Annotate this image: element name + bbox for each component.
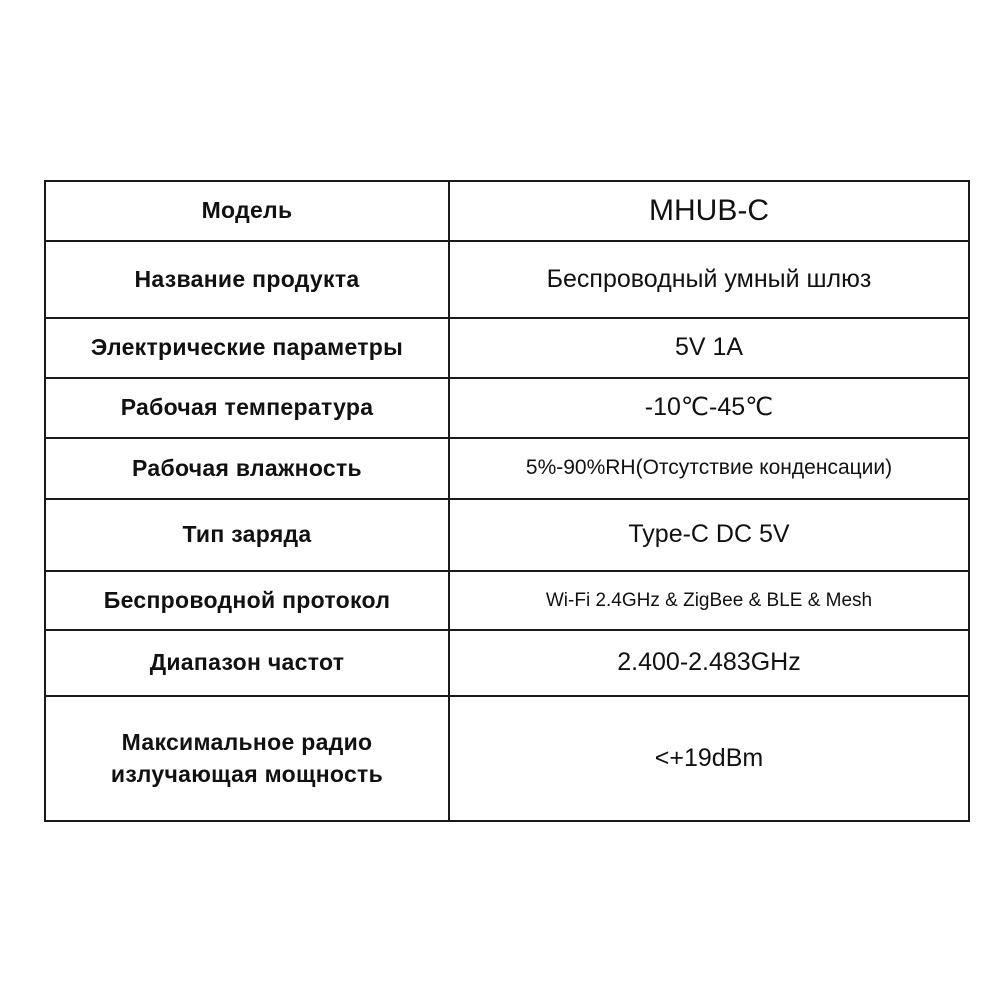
- row-label-product-name: Название продукта: [46, 242, 450, 319]
- row-value-product-name: Беспроводный умный шлюз: [450, 242, 968, 319]
- row-value-model: MHUB-C: [450, 182, 968, 242]
- row-value-frequency-range: 2.400-2.483GHz: [450, 631, 968, 697]
- row-label-electrical-params: Электрические параметры: [46, 319, 450, 379]
- row-label-max-radiated-power: Максимальное радио излучающая мощность: [46, 697, 450, 820]
- row-value-operating-humidity: 5%-90%RH(Отсутствие конденсации): [450, 439, 968, 500]
- row-label-model: Модель: [46, 182, 450, 242]
- row-value-electrical-params: 5V 1A: [450, 319, 968, 379]
- row-value-operating-temperature: -10℃-45℃: [450, 379, 968, 439]
- row-value-max-radiated-power: <+19dBm: [654, 743, 764, 772]
- row-label-charge-type: Тип заряда: [46, 500, 450, 572]
- row-label-wireless-protocol: Беспроводной протокол: [46, 572, 450, 631]
- spec-table: [44, 180, 970, 822]
- row-value-wireless-protocol: Wi-Fi 2.4GHz & ZigBee & BLE & Mesh: [450, 572, 968, 631]
- row-label-frequency-range: Диапазон частот: [46, 631, 450, 697]
- row-label-operating-temperature: Рабочая температура: [46, 379, 450, 439]
- row-label-operating-humidity: Рабочая влажность: [46, 439, 450, 500]
- row-value-charge-type: Type-C DC 5V: [450, 500, 968, 572]
